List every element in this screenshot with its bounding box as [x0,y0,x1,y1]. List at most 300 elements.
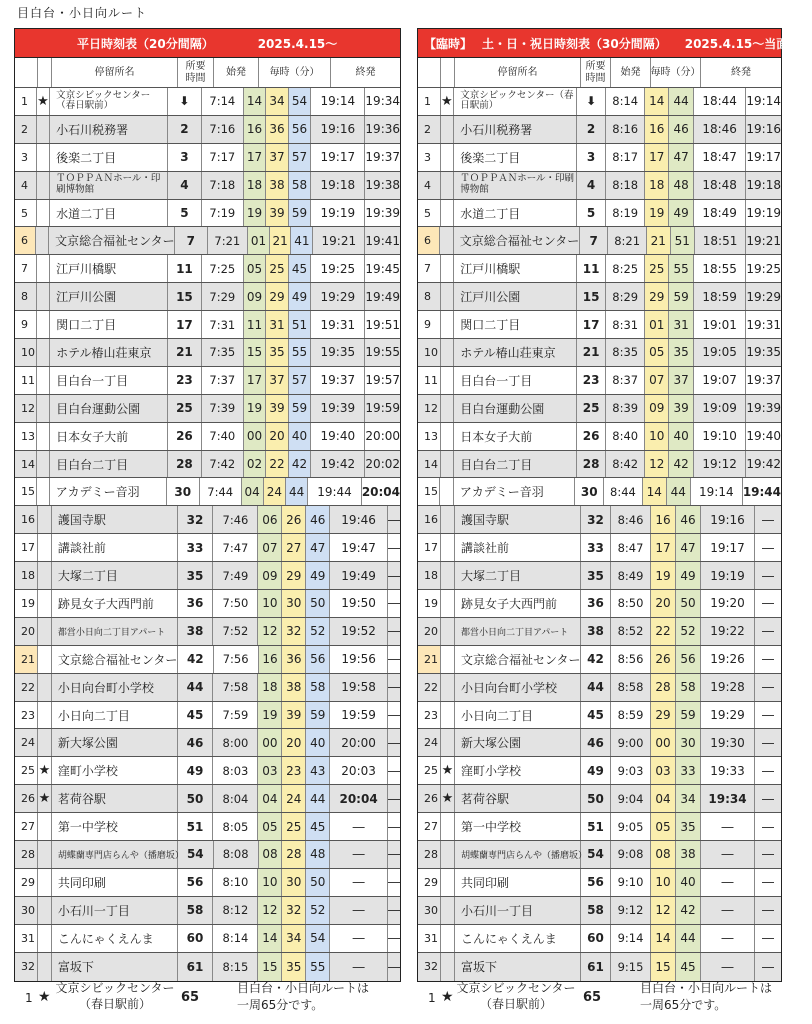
minute-cell: 10 [651,869,676,896]
minute-cell: 12 [645,451,669,478]
last-departure-2: ― [762,680,774,695]
last-departure-2: 19:17 [746,150,781,165]
minute-cell: 35 [669,339,693,366]
last-departure-1: ― [701,869,755,896]
minute-cell: 37 [266,367,288,394]
col-required: 所要 時間 [581,58,611,87]
minute-cell: 51 [289,311,311,338]
star-icon [441,646,455,673]
minute-cell: 01 [645,311,669,338]
minute-cell: 36 [282,646,306,673]
first-departure: 7:19 [202,200,244,227]
holiday-column-header [418,58,781,88]
timetable-row [418,339,781,367]
last-departure-1: 19:35 [311,339,365,366]
weekday-title: 平日時刻表（20分間隔） [77,36,214,51]
timetable-row [15,395,400,423]
last-departure-2: ― [762,903,774,918]
first-departure: 8:21 [608,227,646,254]
star-icon [37,283,50,310]
last-departure-2: ― [762,652,774,667]
minute-cell: 21 [647,227,671,254]
required-minutes: 58 [581,897,611,924]
col-last: 終発 [355,66,376,78]
first-departure: 8:17 [606,144,645,171]
required-minutes: 42 [178,646,214,673]
last-departure-2: 19:35 [746,345,781,360]
last-departure-2: ― [762,512,774,527]
first-departure: 7:52 [213,618,258,645]
minute-cell: 52 [306,618,330,645]
stop-number: 17 [15,534,38,561]
last-departure-2: ― [388,847,400,862]
stop-name: 目白台運動公園 [454,395,577,422]
stop-number: 21 [15,646,38,673]
star-icon [37,339,50,366]
last-departure-2: 19:45 [365,261,401,276]
timetable-row [15,283,400,311]
last-departure-2: 19:34 [365,94,401,109]
required-minutes: 33 [581,534,611,561]
first-departure: 8:35 [606,339,645,366]
last-departure-1: 18:59 [694,283,747,310]
minute-cell: 49 [669,200,693,227]
minute-cell: 06 [258,506,282,533]
timetable-row [15,451,400,479]
stop-number: 31 [15,925,38,952]
stop-number: 11 [15,367,37,394]
required-minutes: ⬇ [168,88,202,115]
stop-name: 窪町小学校 [455,757,581,784]
last-departure-1: 19:17 [311,144,365,171]
minute-cell: 02 [244,451,266,478]
minute-cell: 47 [676,534,701,561]
star-icon [38,646,52,673]
minute-cell: 44 [669,88,693,115]
star-icon [38,618,52,645]
timetable-row [15,88,400,116]
minute-cell: 21 [270,227,292,254]
stop-number: 20 [15,618,38,645]
stop-number: 30 [418,897,441,924]
last-departure-2: 19:49 [365,289,401,304]
minute-cell: 56 [676,646,701,673]
required-minutes: 38 [178,618,214,645]
minute-cell: 14 [258,925,282,952]
minute-cell: 54 [289,88,311,115]
first-departure: 7:39 [202,395,244,422]
star-icon [38,534,52,561]
star-icon [441,423,455,450]
minute-cell: 30 [282,590,306,617]
last-departure-2: ― [762,959,774,974]
minute-cell: 04 [651,785,676,812]
star-icon [38,506,52,533]
timetable-row [418,478,781,506]
minute-cell: 04 [258,785,282,812]
stop-name: 目白台一丁目 [454,367,577,394]
star-icon [441,283,455,310]
stop-name: 文京総合福祉センター [454,227,580,254]
last-departure-1: 18:47 [694,144,747,171]
last-departure-1: ― [701,813,755,840]
stop-name: 後楽二丁目 [454,144,577,171]
last-departure-1: 19:37 [311,367,365,394]
first-departure: 7:29 [202,283,244,310]
star-icon [441,534,455,561]
last-departure-2: ― [762,596,774,611]
last-departure-2: ― [388,680,401,695]
last-departure-2: 20:00 [365,429,401,444]
stop-name: 講談社前 [455,534,581,561]
minute-cell: 28 [651,674,676,701]
minute-cell: 32 [282,897,306,924]
minute-cell: 29 [282,562,306,589]
required-minutes: 44 [581,674,611,701]
required-minutes: 46 [581,729,611,756]
last-departure-1: 18:46 [694,116,747,143]
timetable-row [15,506,400,534]
last-departure-2: 19:55 [365,345,401,360]
star-icon [441,729,455,756]
stop-number: 29 [418,869,441,896]
minute-cell: 16 [244,116,266,143]
required-minutes: 50 [178,785,214,812]
stop-number: 7 [418,255,441,282]
stop-number: 17 [418,534,441,561]
timetable-row [15,925,400,953]
last-departure-1: 19:14 [311,88,365,115]
stop-name: 富坂下 [52,953,178,981]
stop-number: 10 [418,339,441,366]
minute-cell: 35 [676,813,701,840]
stop-number: 9 [418,311,441,338]
first-departure: 8:47 [611,534,651,561]
stop-number: 23 [15,702,38,729]
required-minutes: 25 [168,395,202,422]
stop-name: 新大塚公園 [52,729,178,756]
minute-cell: 51 [671,227,695,254]
stop-name: 跡見女子大西門前 [455,590,581,617]
star-icon [37,144,50,171]
star-icon [441,702,455,729]
last-departure-2: ― [762,540,774,555]
stop-number: 28 [418,841,441,868]
minute-cell: 09 [244,283,266,310]
minute-cell: 55 [289,339,311,366]
timetable-row [418,172,781,200]
last-departure-1: 19:17 [701,534,755,561]
timetable-row [15,172,400,200]
first-departure: 8:12 [213,897,258,924]
required-minutes: 5 [577,200,606,227]
stop-number: 12 [418,395,441,422]
minute-cell: 54 [306,925,330,952]
minute-cell: 29 [645,283,669,310]
minute-cell: 40 [306,729,330,756]
stop-number: 26 [418,785,441,812]
minute-cell: 31 [266,311,288,338]
minute-cell: 26 [282,506,306,533]
stop-name: 小石川一丁目 [455,897,581,924]
minute-cell: 20 [282,729,306,756]
minute-cell: 46 [676,506,701,533]
minute-cell: 38 [282,674,306,701]
required-minutes: 4 [168,172,202,199]
last-departure-2: ― [762,847,774,862]
col-every: 毎時（分） [259,58,331,87]
stop-name: 小日向台町小学校 [52,674,178,701]
last-departure-2: 19:57 [365,373,401,388]
stop-number: 32 [15,953,38,981]
last-departure-2: ― [388,875,401,890]
timetable-row [418,88,781,116]
last-departure-1: 19:18 [311,172,365,199]
star-icon [37,255,50,282]
stop-number: 6 [418,227,440,254]
minute-cell: 39 [266,395,288,422]
required-minutes: 7 [580,227,609,254]
last-departure-2: 20:02 [365,457,401,472]
stop-name: ホテル椿山荘東京 [454,339,577,366]
stop-name: 関口二丁目 [454,311,577,338]
minute-cell: 40 [289,423,311,450]
minute-cell: 12 [258,618,282,645]
last-departure-1: 19:40 [311,423,365,450]
minute-cell: 42 [676,897,701,924]
last-departure-2: 19:16 [746,122,781,137]
minute-cell: 49 [676,562,701,589]
holiday-title: 土・日・祝日時刻表（30分間隔） [482,36,667,51]
last-departure-1: 19:39 [311,395,365,422]
minute-cell: 25 [645,255,669,282]
last-departure-2: 19:38 [365,178,401,193]
minute-cell: 17 [244,367,266,394]
first-departure: 7:56 [214,646,259,673]
stop-number: 16 [15,506,38,533]
last-departure-1: 19:12 [694,451,747,478]
minute-cell: 07 [258,534,282,561]
last-departure-2: ― [762,819,774,834]
stop-number: 4 [418,172,441,199]
star-icon [38,813,52,840]
first-departure: 9:14 [611,925,651,952]
last-departure-2: 19:42 [746,457,781,472]
minute-cell: 10 [258,590,282,617]
timetable-row [418,506,781,534]
first-departure: 8:00 [213,729,258,756]
stop-number: 9 [15,311,37,338]
minute-cell: 19 [645,200,669,227]
required-minutes: 2 [577,116,606,143]
first-departure: 8:05 [213,813,258,840]
first-departure: 8:50 [611,590,651,617]
stop-name: 都営小日向二丁目アパート [455,618,581,645]
minute-cell: 24 [282,785,306,812]
stop-number: 25 [418,757,441,784]
last-departure-2: 19:39 [746,401,781,416]
footer-stop: 文京シビックセンター （春日駅前） [456,981,576,1012]
stop-number: 8 [15,283,37,310]
minute-cell: 15 [651,953,676,981]
minute-cell: 34 [282,925,306,952]
star-icon [38,729,52,756]
minute-cell: 05 [645,339,669,366]
last-departure-1: 20:00 [330,729,388,756]
first-departure: 8:04 [213,785,258,812]
first-departure: 7:14 [202,88,244,115]
last-departure-1: ― [701,925,755,952]
last-departure-2: ― [762,568,774,583]
timetable-row [15,897,400,925]
last-departure-1: 19:09 [694,395,747,422]
stop-number: 20 [418,618,441,645]
timetable-row [15,785,400,813]
holiday-header [418,29,812,58]
timetable-row [15,953,400,981]
required-minutes: 35 [178,562,214,589]
stop-name: 目白台二丁目 [454,451,577,478]
last-departure-2: 19:29 [746,289,781,304]
star-icon: ★ [37,88,50,115]
col-stop: 停留所名 [455,58,581,87]
last-departure-1: 19:52 [330,618,388,645]
star-icon [37,478,50,505]
first-departure: 8:10 [213,869,258,896]
minute-cell: 23 [282,757,306,784]
required-minutes: ⬇ [577,88,606,115]
required-minutes: 5 [168,200,202,227]
required-minutes: 30 [575,478,604,505]
minute-cell: 03 [258,757,282,784]
timetable-row [418,702,781,730]
col-stop: 停留所名 [52,58,178,87]
first-departure: 8:40 [606,423,645,450]
stop-number: 26 [15,785,38,812]
first-departure: 8:39 [606,395,645,422]
stop-name: 第一中学校 [455,813,581,840]
first-departure: 8:18 [606,172,645,199]
minute-cell: 05 [258,813,282,840]
star-icon [38,590,52,617]
last-departure-2: ― [388,624,401,639]
stop-name: 江戸川橋駅 [454,255,577,282]
stop-number: 1 [15,88,37,115]
weekday-column-header [15,58,400,88]
required-minutes: 50 [581,785,611,812]
stop-name: アカデミー音羽 [50,478,167,505]
required-minutes: 15 [168,283,202,310]
timetable-row [418,618,781,646]
first-departure: 7:47 [213,534,258,561]
timetable-row [15,646,400,674]
stop-name: 講談社前 [52,534,178,561]
last-departure-1: ― [330,841,388,868]
minute-cell: 55 [306,953,330,981]
stop-name: 水道二丁目 [50,200,168,227]
timetable-row [15,702,400,730]
first-departure: 7:21 [208,227,249,254]
minute-cell: 56 [306,646,330,673]
star-icon [441,116,455,143]
first-departure: 8:46 [611,506,651,533]
timetable-row [15,813,400,841]
last-departure-2: 19:40 [746,429,781,444]
required-minutes: 23 [168,367,202,394]
stop-number: 29 [15,869,38,896]
stop-number: 28 [15,841,38,868]
stop-name: 茗荷谷駅 [455,785,581,812]
timetable-row [418,451,781,479]
minute-cell: 42 [669,451,693,478]
minute-cell: 58 [306,674,330,701]
minute-cell: 26 [651,646,676,673]
minute-cell: 19 [258,702,282,729]
star-icon [441,172,455,199]
minute-cell: 41 [291,227,313,254]
required-minutes: 4 [577,172,606,199]
required-minutes: 25 [577,395,606,422]
timetable-row [15,478,400,506]
minute-cell: 30 [676,729,701,756]
stop-number: 10 [15,339,37,366]
minute-cell: 59 [669,283,693,310]
minute-cell: 58 [289,172,311,199]
minute-cell: 12 [651,897,676,924]
stop-number: 31 [418,925,441,952]
stop-number: 21 [418,646,441,673]
minute-cell: 47 [306,534,330,561]
required-minutes: 3 [577,144,606,171]
last-departure-1: ― [701,953,755,981]
footer-minutes: 65 [583,990,602,1005]
minute-cell: 57 [289,144,311,171]
first-departure: 8:58 [611,674,651,701]
minute-cell: 58 [676,674,701,701]
star-icon [441,953,455,981]
minute-cell: 17 [645,144,669,171]
first-departure: 7:59 [213,702,258,729]
last-departure-2: ― [762,624,774,639]
timetable-row [418,227,781,255]
stop-number: 5 [15,200,37,227]
stop-name: 新大塚公園 [455,729,581,756]
star-icon [38,897,52,924]
stop-number: 12 [15,395,37,422]
last-departure-1: 19:28 [701,674,755,701]
last-departure-2: 19:39 [365,206,401,220]
stop-name: 胡蝶蘭専門店らんや（播磨坂） [455,841,581,868]
star-icon [441,841,455,868]
last-departure-1: 19:19 [311,200,365,227]
required-minutes: 42 [581,646,611,673]
last-departure-1: 19:46 [330,506,388,533]
timetable-row [418,729,781,757]
footer-minutes: 65 [181,990,200,1005]
first-departure: 8:31 [606,311,645,338]
last-departure-2: 20:04 [361,484,401,499]
stop-number: 4 [15,172,37,199]
stop-name: 小日向台町小学校 [455,674,581,701]
required-minutes: 54 [178,841,214,868]
minute-cell: 22 [651,618,676,645]
minute-cell: 45 [289,255,311,282]
star-icon [441,590,455,617]
required-minutes: 36 [581,590,611,617]
minute-cell: 19 [651,562,676,589]
last-departure-1: 19:44 [308,478,362,505]
required-minutes: 60 [178,925,214,952]
